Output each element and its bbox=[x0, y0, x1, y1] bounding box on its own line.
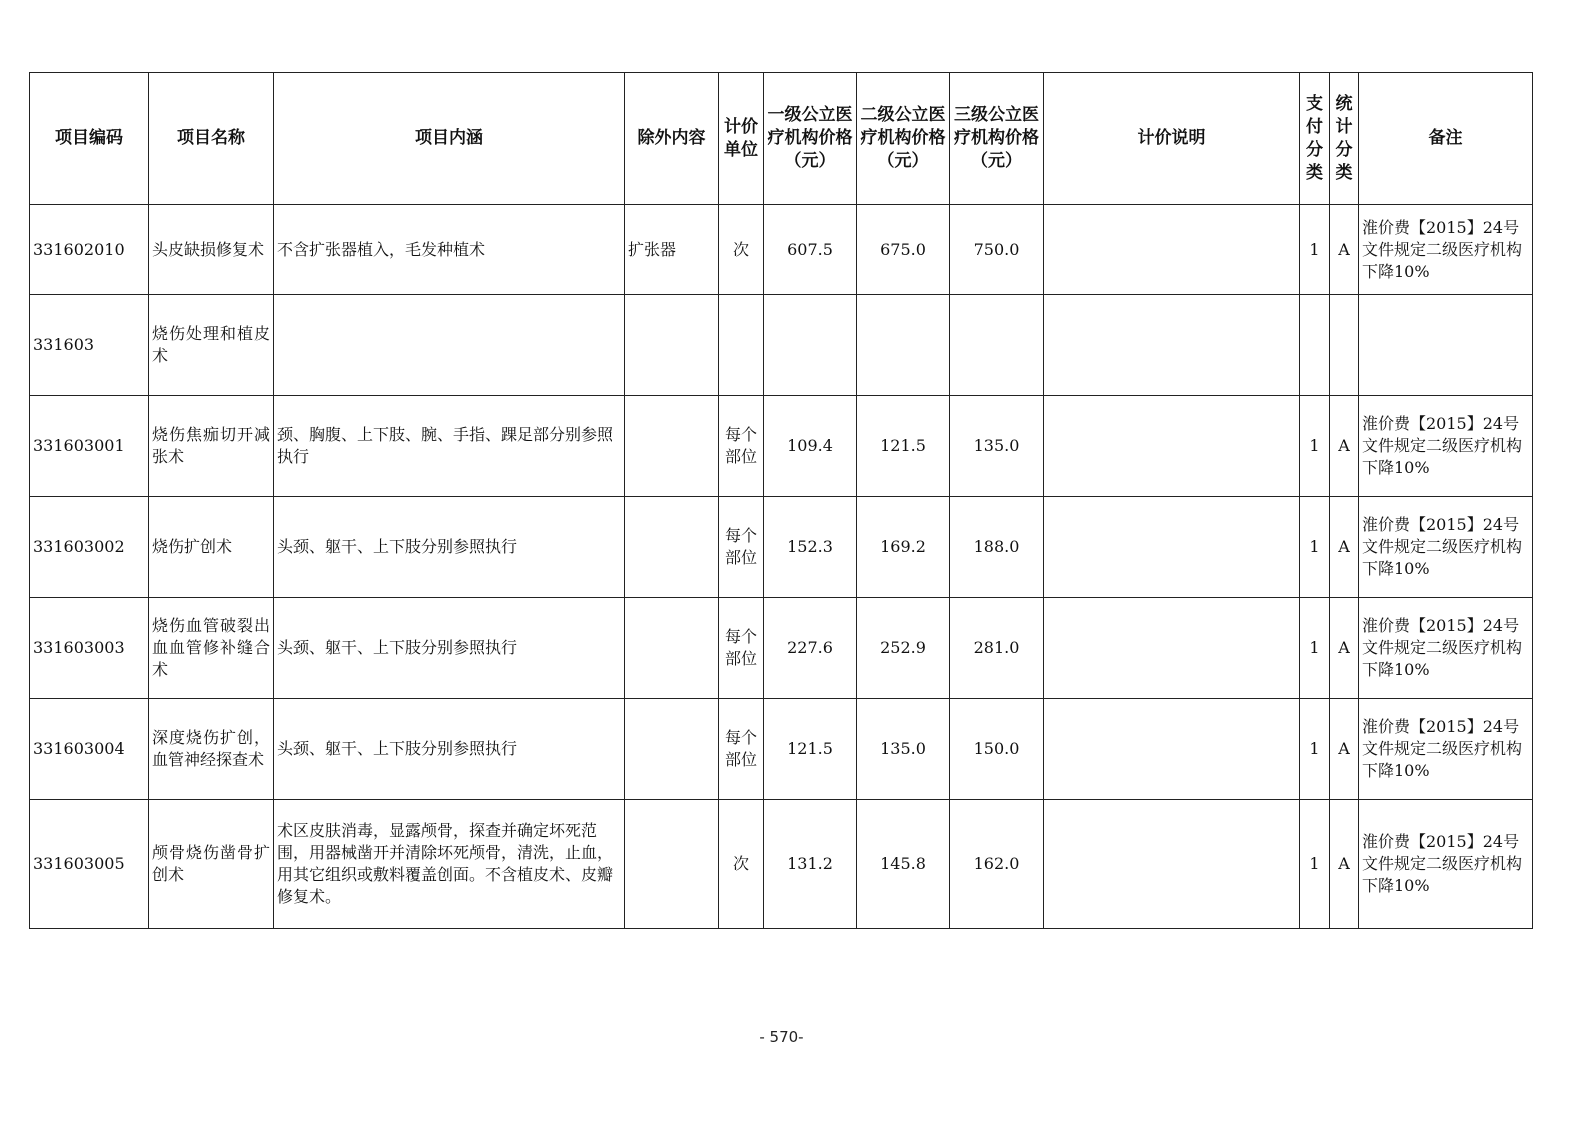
cell-stat-class: A bbox=[1330, 205, 1359, 295]
cell-price-level1: 109.4 bbox=[764, 396, 857, 497]
cell-code: 331603003 bbox=[30, 598, 149, 699]
cell-name: 烧伤焦痂切开减张术 bbox=[149, 396, 274, 497]
table-row bbox=[30, 396, 1533, 497]
header-unit: 计价单位 bbox=[719, 73, 764, 205]
cell-stat-class: A bbox=[1330, 598, 1359, 699]
cell-code: 331603001 bbox=[30, 396, 149, 497]
header-content: 项目内涵 bbox=[274, 73, 625, 205]
header-payment-class: 支付分类 bbox=[1300, 73, 1330, 205]
cell-content: 颈、胸腹、上下肢、腕、手指、踝足部分别参照执行 bbox=[274, 396, 625, 497]
cell-pricing-note bbox=[1044, 396, 1300, 497]
cell-exclusions: 扩张器 bbox=[625, 205, 719, 295]
table-row bbox=[30, 497, 1533, 598]
cell-price-level1 bbox=[764, 295, 857, 396]
cell-name: 烧伤扩创术 bbox=[149, 497, 274, 598]
cell-content: 头颈、躯干、上下肢分别参照执行 bbox=[274, 497, 625, 598]
header-stat-class: 统计分类 bbox=[1330, 73, 1359, 205]
cell-name: 颅骨烧伤凿骨扩创术 bbox=[149, 800, 274, 929]
cell-payment-class: 1 bbox=[1300, 396, 1330, 497]
cell-price-level2 bbox=[857, 295, 950, 396]
cell-unit: 每个部位 bbox=[719, 699, 764, 800]
table-row bbox=[30, 598, 1533, 699]
cell-exclusions bbox=[625, 699, 719, 800]
cell-exclusions bbox=[625, 800, 719, 929]
cell-price-level2: 135.0 bbox=[857, 699, 950, 800]
cell-pricing-note bbox=[1044, 205, 1300, 295]
header-exclusions: 除外内容 bbox=[625, 73, 719, 205]
header-price-level3: 三级公立医疗机构价格（元） bbox=[950, 73, 1044, 205]
cell-content: 术区皮肤消毒，显露颅骨，探查并确定坏死范围，用器械凿开并清除坏死颅骨，清洗，止血，用其它组织或敷料覆盖创面。不含植皮术、皮瓣修复术。 bbox=[274, 800, 625, 929]
cell-name: 烧伤处理和植皮术 bbox=[149, 295, 274, 396]
cell-payment-class: 1 bbox=[1300, 800, 1330, 929]
cell-content: 头颈、躯干、上下肢分别参照执行 bbox=[274, 699, 625, 800]
cell-pricing-note bbox=[1044, 497, 1300, 598]
table-row bbox=[30, 205, 1533, 295]
cell-unit: 每个部位 bbox=[719, 396, 764, 497]
cell-name: 头皮缺损修复术 bbox=[149, 205, 274, 295]
cell-payment-class: 1 bbox=[1300, 598, 1330, 699]
cell-unit bbox=[719, 295, 764, 396]
cell-pricing-note bbox=[1044, 800, 1300, 929]
cell-price-level3: 150.0 bbox=[950, 699, 1044, 800]
cell-price-level3: 162.0 bbox=[950, 800, 1044, 929]
cell-content: 头颈、躯干、上下肢分别参照执行 bbox=[274, 598, 625, 699]
header-name: 项目名称 bbox=[149, 73, 274, 205]
cell-exclusions bbox=[625, 396, 719, 497]
price-table bbox=[29, 72, 1533, 929]
cell-price-level3: 281.0 bbox=[950, 598, 1044, 699]
header-remarks: 备注 bbox=[1359, 73, 1533, 205]
cell-payment-class: 1 bbox=[1300, 205, 1330, 295]
cell-unit: 次 bbox=[719, 205, 764, 295]
cell-price-level2: 675.0 bbox=[857, 205, 950, 295]
cell-remark: 淮价费【2015】24号文件规定二级医疗机构下降10% bbox=[1359, 598, 1533, 699]
cell-remark: 淮价费【2015】24号文件规定二级医疗机构下降10% bbox=[1359, 497, 1533, 598]
cell-remark: 淮价费【2015】24号文件规定二级医疗机构下降10% bbox=[1359, 396, 1533, 497]
cell-unit: 每个部位 bbox=[719, 598, 764, 699]
cell-pricing-note bbox=[1044, 598, 1300, 699]
cell-payment-class bbox=[1300, 295, 1330, 396]
cell-payment-class: 1 bbox=[1300, 497, 1330, 598]
cell-code: 331602010 bbox=[30, 205, 149, 295]
table-row bbox=[30, 800, 1533, 929]
cell-pricing-note bbox=[1044, 699, 1300, 800]
table-row bbox=[30, 295, 1533, 396]
cell-price-level1: 607.5 bbox=[764, 205, 857, 295]
cell-remark bbox=[1359, 295, 1533, 396]
cell-exclusions bbox=[625, 497, 719, 598]
cell-remark: 淮价费【2015】24号文件规定二级医疗机构下降10% bbox=[1359, 699, 1533, 800]
cell-pricing-note bbox=[1044, 295, 1300, 396]
cell-stat-class: A bbox=[1330, 396, 1359, 497]
cell-unit: 每个部位 bbox=[719, 497, 764, 598]
cell-name: 深度烧伤扩创，血管神经探查术 bbox=[149, 699, 274, 800]
cell-remark: 淮价费【2015】24号文件规定二级医疗机构下降10% bbox=[1359, 800, 1533, 929]
cell-price-level1: 131.2 bbox=[764, 800, 857, 929]
cell-stat-class: A bbox=[1330, 497, 1359, 598]
cell-exclusions bbox=[625, 598, 719, 699]
cell-code: 331603002 bbox=[30, 497, 149, 598]
cell-price-level1: 121.5 bbox=[764, 699, 857, 800]
cell-remark: 淮价费【2015】24号文件规定二级医疗机构下降10% bbox=[1359, 205, 1533, 295]
cell-price-level2: 121.5 bbox=[857, 396, 950, 497]
cell-code: 331603004 bbox=[30, 699, 149, 800]
header-price-level2: 二级公立医疗机构价格（元） bbox=[857, 73, 950, 205]
table-row bbox=[30, 699, 1533, 800]
page-number: - 570- bbox=[759, 1028, 804, 1046]
table-header-row bbox=[30, 73, 1533, 205]
cell-content: 不含扩张器植入，毛发种植术 bbox=[274, 205, 625, 295]
cell-exclusions bbox=[625, 295, 719, 396]
cell-stat-class bbox=[1330, 295, 1359, 396]
cell-code: 331603 bbox=[30, 295, 149, 396]
cell-price-level3: 750.0 bbox=[950, 205, 1044, 295]
cell-price-level2: 145.8 bbox=[857, 800, 950, 929]
cell-price-level2: 169.2 bbox=[857, 497, 950, 598]
cell-code: 331603005 bbox=[30, 800, 149, 929]
cell-name: 烧伤血管破裂出血血管修补缝合术 bbox=[149, 598, 274, 699]
header-pricing-note: 计价说明 bbox=[1044, 73, 1300, 205]
cell-stat-class: A bbox=[1330, 699, 1359, 800]
cell-payment-class: 1 bbox=[1300, 699, 1330, 800]
cell-price-level1: 152.3 bbox=[764, 497, 857, 598]
cell-price-level3: 188.0 bbox=[950, 497, 1044, 598]
cell-unit: 次 bbox=[719, 800, 764, 929]
cell-price-level1: 227.6 bbox=[764, 598, 857, 699]
cell-content bbox=[274, 295, 625, 396]
cell-stat-class: A bbox=[1330, 800, 1359, 929]
cell-price-level3: 135.0 bbox=[950, 396, 1044, 497]
header-price-level1: 一级公立医疗机构价格（元） bbox=[764, 73, 857, 205]
cell-price-level3 bbox=[950, 295, 1044, 396]
cell-price-level2: 252.9 bbox=[857, 598, 950, 699]
header-code: 项目编码 bbox=[30, 73, 149, 205]
